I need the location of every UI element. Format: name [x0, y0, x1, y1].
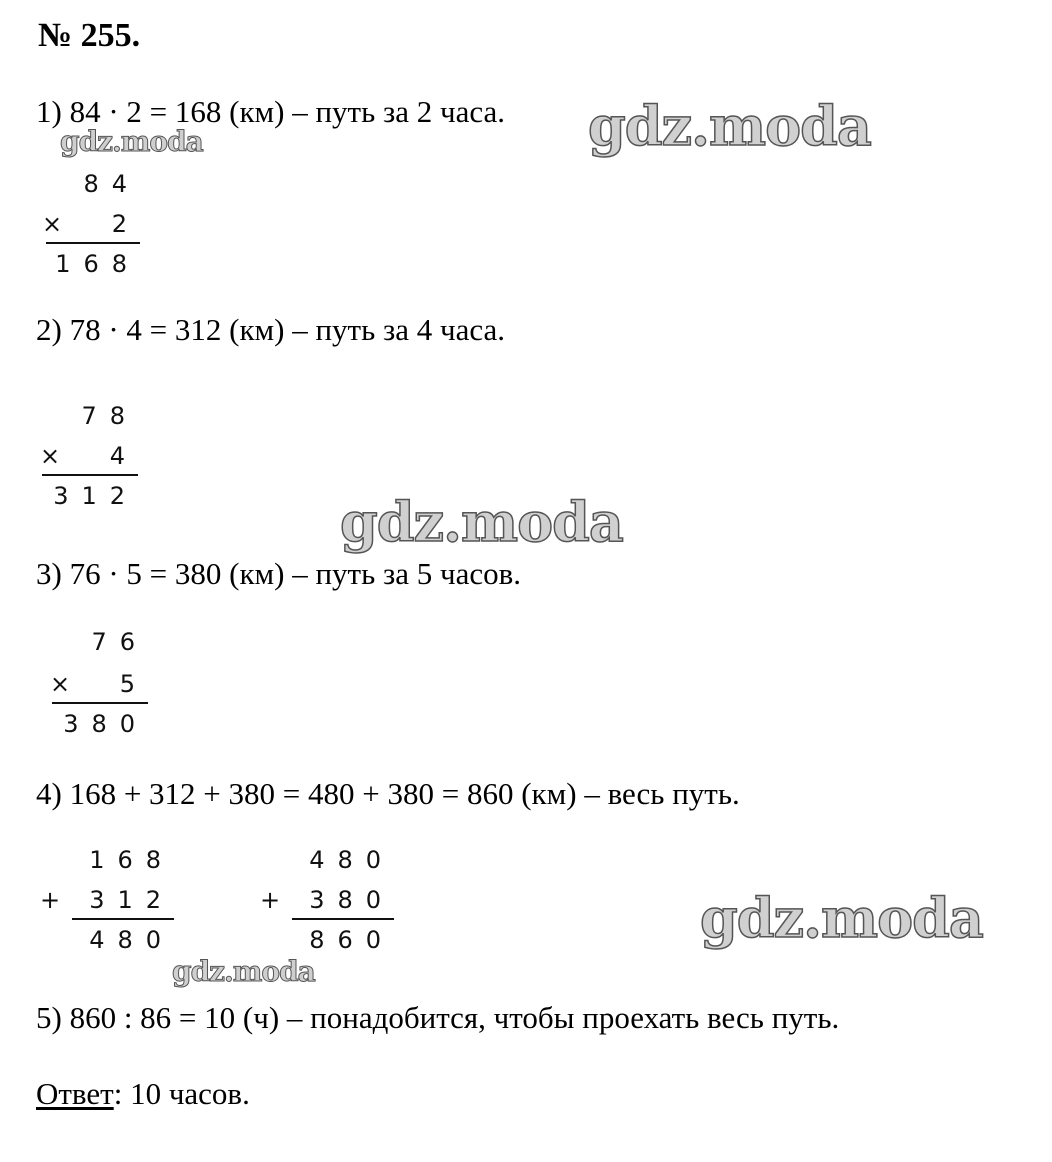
calc-3-multiplier: 5 [119, 670, 148, 698]
step-2: 2) 78 · 4 = 312 (км) – путь за 4 часа. [36, 312, 505, 347]
step-4: 4) 168 + 312 + 380 = 480 + 380 = 860 (км) – весь путь. [36, 776, 740, 811]
calc-3 [50, 624, 148, 740]
watermark-logo: gdz.moda [700, 886, 983, 950]
calc-4-line [72, 918, 174, 920]
watermark-logo: gdz.moda [340, 490, 623, 554]
calc-5-addend-1: 480 [309, 846, 394, 874]
calc-2-multiplicand: 78 [81, 402, 138, 430]
watermark-logo: gdz.moda [172, 955, 315, 988]
calc-3-line [52, 702, 148, 704]
problem-number: № 255. [38, 17, 141, 54]
calc-5-sum: 860 [309, 926, 394, 954]
step-1: 1) 84 · 2 = 168 (км) – путь за 2 часа. [36, 94, 505, 129]
watermark-logo: gdz.moda [60, 125, 203, 158]
calc-4 [40, 842, 174, 958]
calc-4-operator: + [40, 886, 61, 914]
calc-4-sum: 480 [89, 926, 174, 954]
calc-5-line [292, 918, 394, 920]
calc-1-line [46, 242, 140, 244]
calc-2 [40, 398, 138, 514]
calc-3-multiplicand: 76 [91, 628, 148, 656]
calc-2-multiplier: 4 [109, 442, 138, 470]
step-3: 3) 76 · 5 = 380 (км) – путь за 5 часов. [36, 556, 521, 591]
calc-1 [42, 166, 140, 282]
calc-2-operator: × [40, 442, 61, 470]
calc-5-operator: + [260, 886, 281, 914]
answer [36, 1074, 250, 1114]
calc-5-addend-2: 380 [309, 886, 394, 914]
calc-4-addend-2: 312 [89, 886, 174, 914]
calc-1-result: 168 [55, 250, 140, 278]
calc-3-result: 380 [63, 710, 148, 738]
calc-2-result: 312 [53, 482, 138, 510]
calc-1-multiplicand: 84 [83, 170, 140, 198]
calc-1-multiplier: 2 [111, 210, 140, 238]
step-5: 5) 860 : 86 = 10 (ч) – понадобится, чтобы проехать весь путь. [36, 1000, 840, 1035]
answer-value: : 10 часов. [113, 1076, 250, 1111]
watermark-logo: gdz.moda [588, 94, 871, 158]
calc-4-addend-1: 168 [89, 846, 174, 874]
calc-1-operator: × [42, 210, 63, 238]
calc-3-operator: × [50, 670, 71, 698]
calc-2-line [42, 474, 138, 476]
answer-label: Ответ [36, 1076, 114, 1111]
calc-5 [260, 842, 394, 958]
